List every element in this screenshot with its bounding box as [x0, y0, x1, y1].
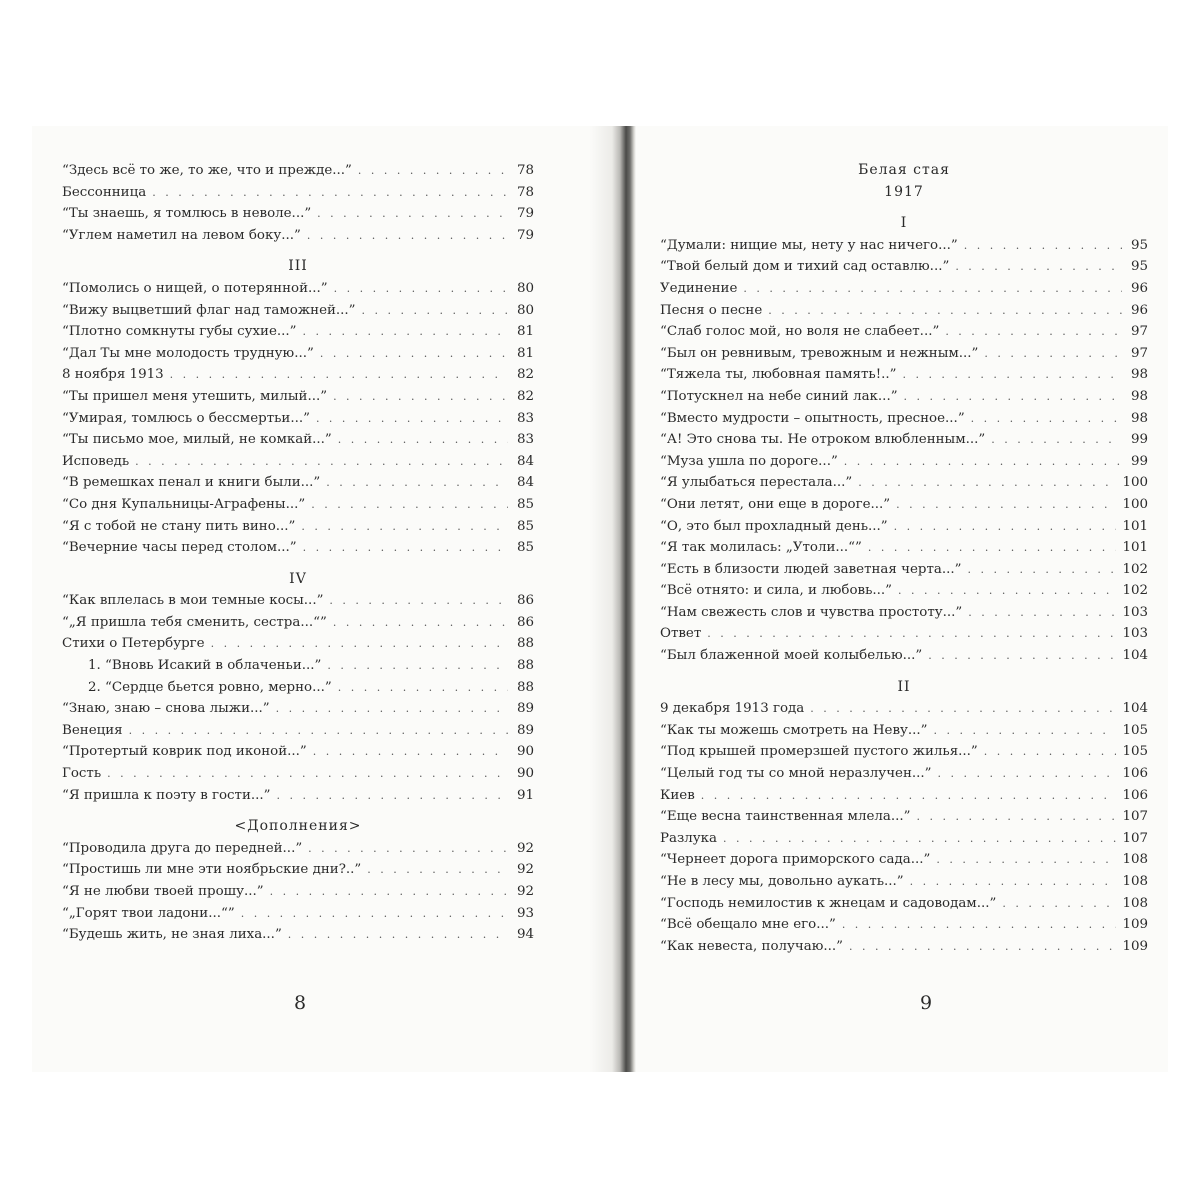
leader-dots	[844, 451, 1122, 473]
toc-entry[interactable]	[62, 720, 534, 742]
entry-page-number: 88	[516, 636, 534, 652]
entry-title: “Потускнел на небе синий лак...”	[660, 388, 898, 404]
entry-title: “Вместо мудрости – опытность, пресное...”	[660, 410, 965, 426]
leader-dots	[842, 914, 1117, 936]
toc-entry[interactable]	[660, 763, 1148, 785]
toc-entry[interactable]	[660, 741, 1148, 763]
entry-title: 2. “Сердце бьется ровно, мерно...”	[88, 679, 332, 695]
leader-dots	[333, 386, 508, 408]
toc-entry[interactable]	[62, 516, 534, 538]
leader-dots	[898, 580, 1116, 602]
entry-page-number: 82	[516, 367, 534, 383]
entry-title: Венеция	[62, 722, 123, 738]
leader-dots	[107, 763, 508, 785]
entry-page-number: 90	[516, 766, 534, 782]
spacer	[62, 246, 534, 256]
leader-dots	[367, 859, 508, 881]
toc-entry[interactable]	[660, 537, 1148, 559]
toc-entry[interactable]	[62, 364, 534, 386]
entry-title: “Был блаженной моей колыбелью...”	[660, 648, 923, 664]
toc-entry[interactable]	[660, 785, 1148, 807]
group-heading: IV	[289, 570, 307, 587]
entry-title: “Будешь жить, не зная лиха...”	[62, 927, 282, 943]
entry-page-number: 82	[516, 388, 534, 404]
leader-dots	[307, 225, 508, 247]
entry-page-number: 83	[516, 410, 534, 426]
group-heading: II	[897, 678, 911, 695]
toc-entry[interactable]	[660, 343, 1148, 365]
toc-entry[interactable]	[660, 494, 1148, 516]
entry-page-number: 106	[1122, 766, 1148, 782]
group-heading: III	[288, 258, 308, 275]
entry-title: Бессонница	[62, 184, 147, 200]
leader-dots	[810, 698, 1116, 720]
entry-title: “Тяжела ты, любовная память!..”	[660, 367, 897, 383]
entry-title: “Ты письмо мое, милый, не комкай...”	[62, 432, 332, 448]
entry-page-number: 99	[1130, 453, 1148, 469]
toc-entry[interactable]	[660, 871, 1148, 893]
entry-page-number: 86	[516, 614, 534, 630]
entry-page-number: 103	[1122, 626, 1148, 642]
entry-page-number: 84	[516, 453, 534, 469]
leader-dots	[327, 655, 508, 677]
entry-page-number: 98	[1130, 410, 1148, 426]
leader-dots	[723, 828, 1116, 850]
entry-page-number: 92	[516, 862, 534, 878]
entry-title: Гость	[62, 766, 102, 782]
toc-entry[interactable]	[62, 881, 534, 903]
entry-page-number: 104	[1122, 648, 1148, 664]
entry-title: “Думали: нищие мы, нету у нас ничего...”	[660, 237, 958, 253]
entry-page-number: 90	[516, 744, 534, 760]
entry-title: Разлука	[660, 830, 718, 846]
entry-page-number: 95	[1130, 259, 1148, 275]
toc-entry[interactable]	[660, 235, 1148, 257]
toc-entry[interactable]	[62, 785, 534, 807]
toc-entry[interactable]	[62, 203, 534, 225]
leader-dots	[311, 494, 508, 516]
leader-dots	[894, 516, 1117, 538]
toc-entry[interactable]	[660, 645, 1148, 667]
entry-title: “В ремешках пенал и книги были...”	[62, 475, 321, 491]
toc-entry[interactable]	[660, 300, 1148, 322]
entry-title: “Твой белый дом и тихий сад оставлю...”	[660, 259, 950, 275]
leader-dots	[934, 720, 1117, 742]
entry-title: “Я так молилась: „Утоли...“”	[660, 540, 862, 556]
entry-page-number: 107	[1122, 809, 1148, 825]
entry-title: “„Я пришла тебя сменить, сестра...“”	[62, 614, 327, 630]
entry-page-number: 78	[516, 163, 534, 178]
toc-entry[interactable]	[62, 859, 534, 881]
entry-title: “Вижу выцветший флаг над таможней...”	[62, 302, 356, 318]
entry-title: 8 ноября 1913	[62, 367, 164, 383]
entry-page-number: 102	[1122, 583, 1148, 599]
entry-page-number: 100	[1122, 475, 1148, 491]
toc-entry[interactable]	[62, 698, 534, 720]
entry-title: “Целый год ты со мной неразлучен...”	[660, 766, 932, 782]
toc-entry[interactable]	[660, 429, 1148, 451]
toc-entry[interactable]	[660, 451, 1148, 473]
toc-entry[interactable]	[62, 451, 534, 473]
toc-entry[interactable]	[62, 655, 534, 677]
toc-entry[interactable]	[62, 182, 534, 204]
entry-page-number: 95	[1130, 237, 1148, 253]
toc-entry[interactable]	[62, 741, 534, 763]
toc-entry[interactable]	[660, 516, 1148, 538]
entry-title: “Господь немилостив к жнецам и садоводам...”	[660, 895, 997, 911]
entry-title: Исповедь	[62, 453, 130, 469]
entry-page-number: 97	[1130, 345, 1148, 361]
leader-dots	[707, 623, 1116, 645]
entry-title: “Помолись о нищей, о потерянной...”	[62, 280, 328, 296]
leader-dots	[129, 720, 508, 742]
entry-page-number: 99	[1130, 432, 1148, 448]
leader-dots	[910, 871, 1117, 893]
entry-title: “Как невеста, получаю...”	[660, 938, 844, 954]
entry-title: “Они летят, они еще в дороге...”	[660, 496, 891, 512]
entry-title: Ответ	[660, 626, 702, 642]
entry-page-number: 92	[516, 884, 534, 899]
book-gutter	[590, 126, 636, 1072]
leader-dots	[211, 633, 508, 655]
entry-title: “Знаю, знаю – снова лыжи...”	[62, 701, 270, 717]
leader-dots	[916, 806, 1116, 828]
entry-title: “Умирая, томлюсь о бессмертьи...”	[62, 410, 310, 426]
entry-page-number: 102	[1122, 561, 1148, 577]
toc-left	[62, 160, 534, 946]
leader-dots	[333, 612, 508, 634]
leader-dots	[955, 256, 1122, 278]
leader-dots	[936, 849, 1116, 871]
entry-page-number: 98	[1130, 388, 1148, 404]
entry-page-number: 96	[1130, 280, 1148, 296]
entry-page-number: 85	[516, 518, 534, 534]
spacer	[660, 203, 1148, 213]
leader-dots	[316, 408, 508, 430]
entry-page-number: 86	[516, 593, 534, 609]
leader-dots	[964, 235, 1122, 257]
entry-title: “Еще весна таинственная млела...”	[660, 809, 911, 825]
entry-title: “Как вплелась в мои темные косы...”	[62, 593, 324, 609]
page-number-left: 8	[293, 992, 307, 1014]
entry-page-number: 81	[516, 345, 534, 361]
leader-dots	[938, 763, 1117, 785]
toc-entry[interactable]	[62, 677, 534, 699]
page-number-right: 9	[919, 992, 933, 1014]
leader-dots	[170, 364, 508, 386]
spacer	[62, 806, 534, 816]
entry-title: Уединение	[660, 280, 738, 296]
toc-entry[interactable]	[62, 472, 534, 494]
entry-title: “Здесь всё то же, то же, что и прежде...”	[62, 163, 352, 178]
toc-entry[interactable]	[660, 472, 1148, 494]
leader-dots	[303, 537, 508, 559]
leader-dots	[928, 645, 1116, 667]
toc-entry[interactable]	[62, 321, 534, 343]
leader-dots	[991, 429, 1122, 451]
toc-entry[interactable]	[660, 602, 1148, 624]
entry-title: “„Горят твои ладони...“”	[62, 905, 235, 921]
entry-title: Стихи о Петербурге	[62, 636, 205, 652]
entry-title: 9 декабря 1913 года	[660, 701, 805, 717]
toc-entry[interactable]	[660, 914, 1148, 936]
leader-dots	[338, 429, 508, 451]
entry-page-number: 103	[1122, 604, 1148, 620]
toc-entry[interactable]	[62, 494, 534, 516]
group-heading: <Дополнения>	[234, 818, 362, 835]
leader-dots	[301, 516, 508, 538]
toc-entry[interactable]	[660, 893, 1148, 915]
leader-dots	[896, 494, 1116, 516]
leader-dots	[849, 936, 1116, 958]
entry-title: “Я не любви твоей прошу...”	[62, 884, 264, 899]
entry-title: “Слаб голос мой, но воля не слабеет...”	[660, 324, 940, 340]
entry-title: “Проводила друга до передней...”	[62, 840, 303, 856]
toc-entry[interactable]	[62, 590, 534, 612]
entry-title: “Всё обещало мне его...”	[660, 917, 836, 933]
toc-entry[interactable]	[62, 633, 534, 655]
leader-dots	[358, 160, 508, 182]
toc-entry[interactable]	[62, 537, 534, 559]
leader-dots	[270, 881, 508, 903]
entry-title: “Всё отнято: и сила, и любовь...”	[660, 583, 892, 599]
toc-entry[interactable]	[660, 623, 1148, 645]
entry-title: “Я улыбаться перестала...”	[660, 475, 853, 491]
leader-dots	[743, 278, 1122, 300]
left-page	[32, 126, 590, 1072]
toc-entry[interactable]	[62, 408, 534, 430]
leader-dots	[313, 741, 508, 763]
leader-dots	[302, 321, 508, 343]
entry-page-number: 79	[516, 206, 534, 222]
entry-page-number: 105	[1122, 744, 1148, 760]
entry-title: “Со дня Купальницы-Аграфены...”	[62, 496, 306, 512]
leader-dots	[317, 203, 508, 225]
toc-entry[interactable]	[62, 763, 534, 785]
leader-dots	[329, 590, 508, 612]
entry-page-number: 81	[516, 324, 534, 340]
entry-page-number: 106	[1122, 787, 1148, 803]
toc-entry[interactable]	[660, 720, 1148, 742]
entry-page-number: 85	[516, 540, 534, 556]
spacer	[62, 559, 534, 569]
entry-title: “Муза ушла по дороге...”	[660, 453, 838, 469]
entry-page-number: 98	[1130, 367, 1148, 383]
leader-dots	[277, 785, 508, 807]
book-spread	[32, 126, 1168, 1072]
leader-dots	[968, 602, 1116, 624]
entry-page-number: 91	[516, 787, 534, 803]
leader-dots	[326, 472, 508, 494]
leader-dots	[135, 451, 508, 473]
entry-page-number: 88	[516, 658, 534, 674]
entry-title: “А! Это снова ты. Не отроком влюбленным...”	[660, 432, 986, 448]
leader-dots	[868, 537, 1117, 559]
toc-entry[interactable]	[660, 256, 1148, 278]
toc-entry[interactable]	[660, 936, 1148, 958]
leader-dots	[334, 278, 508, 300]
section-year: 1917	[884, 183, 924, 200]
entry-page-number: 96	[1130, 302, 1148, 318]
leader-dots	[152, 182, 508, 204]
toc-entry[interactable]	[62, 924, 534, 946]
entry-page-number: 94	[516, 927, 534, 943]
leader-dots	[971, 408, 1122, 430]
entry-title: “Ты знаешь, я томлюсь в неволе...”	[62, 206, 312, 222]
entry-title: “Дал Ты мне молодость трудную...”	[62, 345, 314, 361]
toc-entry[interactable]	[62, 278, 534, 300]
toc-entry[interactable]	[660, 364, 1148, 386]
leader-dots	[362, 300, 508, 322]
toc-entry[interactable]	[62, 612, 534, 634]
entry-page-number: 92	[516, 840, 534, 856]
entry-page-number: 85	[516, 496, 534, 512]
toc-entry[interactable]	[62, 429, 534, 451]
entry-page-number: 108	[1122, 895, 1148, 911]
entry-title: “Я пришла к поэту в гости...”	[62, 787, 271, 803]
toc-entry[interactable]	[62, 300, 534, 322]
entry-page-number: 78	[516, 184, 534, 200]
section-title: Белая стая	[858, 162, 950, 178]
leader-dots	[241, 903, 508, 925]
leader-dots	[320, 343, 508, 365]
entry-page-number: 108	[1122, 852, 1148, 868]
right-page	[636, 126, 1168, 1072]
toc-entry[interactable]	[660, 559, 1148, 581]
entry-page-number: 89	[516, 701, 534, 717]
entry-title: “Чернеет дорога приморского сада...”	[660, 852, 931, 868]
toc-entry[interactable]	[660, 698, 1148, 720]
spacer	[660, 667, 1148, 677]
toc-entry[interactable]	[62, 838, 534, 860]
entry-title: “Как ты можешь смотреть на Неву...”	[660, 722, 928, 738]
toc-entry[interactable]	[62, 160, 534, 182]
toc-entry[interactable]	[660, 806, 1148, 828]
toc-right	[660, 160, 1148, 957]
entry-page-number: 107	[1122, 830, 1148, 846]
entry-title: “Вечерние часы перед столом...”	[62, 540, 297, 556]
entry-page-number: 79	[516, 227, 534, 243]
leader-dots	[904, 386, 1122, 408]
toc-entry[interactable]	[62, 225, 534, 247]
leader-dots	[984, 741, 1117, 763]
entry-page-number: 100	[1122, 496, 1148, 512]
entry-page-number: 108	[1122, 874, 1148, 889]
entry-page-number: 89	[516, 722, 534, 738]
entry-page-number: 80	[516, 280, 534, 296]
entry-title: Песня о песне	[660, 302, 763, 318]
entry-page-number: 109	[1122, 917, 1148, 933]
group-heading: I	[900, 215, 908, 232]
leader-dots	[276, 698, 508, 720]
entry-page-number: 104	[1122, 701, 1148, 717]
toc-entry[interactable]	[660, 321, 1148, 343]
leader-dots	[858, 472, 1116, 494]
toc-entry[interactable]	[660, 408, 1148, 430]
leader-dots	[902, 364, 1122, 386]
leader-dots	[338, 677, 508, 699]
leader-dots	[701, 785, 1117, 807]
entry-title: “Под крышей промерзшей пустого жилья...”	[660, 744, 978, 760]
entry-title: “О, это был прохладный день...”	[660, 518, 888, 534]
toc-entry[interactable]	[660, 278, 1148, 300]
entry-page-number: 88	[516, 679, 534, 695]
leader-dots	[967, 559, 1116, 581]
entry-page-number: 80	[516, 302, 534, 318]
toc-entry[interactable]	[660, 849, 1148, 871]
leader-dots	[984, 343, 1122, 365]
toc-entry[interactable]	[660, 386, 1148, 408]
entry-page-number: 83	[516, 432, 534, 448]
toc-entry[interactable]	[62, 903, 534, 925]
entry-page-number: 101	[1122, 518, 1148, 534]
leader-dots	[288, 924, 508, 946]
toc-entry[interactable]	[660, 580, 1148, 602]
entry-page-number: 105	[1122, 722, 1148, 738]
entry-title: “Я с тобой не стану пить вино...”	[62, 518, 296, 534]
toc-entry[interactable]	[660, 828, 1148, 850]
entry-page-number: 97	[1130, 324, 1148, 340]
leader-dots	[945, 321, 1122, 343]
entry-title: “Не в лесу мы, довольно аукать...”	[660, 874, 904, 889]
entry-page-number: 101	[1122, 540, 1148, 556]
leader-dots	[308, 838, 508, 860]
entry-title: 1. “Вновь Исакий в облаченьи...”	[88, 658, 322, 674]
leader-dots	[768, 300, 1122, 322]
entry-page-number: 109	[1122, 938, 1148, 954]
entry-title: “Простишь ли мне эти ноябрьские дни?..”	[62, 862, 362, 878]
toc-entry[interactable]	[62, 386, 534, 408]
entry-title: “Был он ревнивым, тревожным и нежным...”	[660, 345, 979, 361]
entry-title: “Нам свежесть слов и чувства простоту...”	[660, 604, 963, 620]
entry-title: “Ты пришел меня утешить, милый...”	[62, 388, 328, 404]
toc-entry[interactable]	[62, 343, 534, 365]
entry-title: “Углем наметил на левом боку...”	[62, 227, 301, 243]
entry-title: Киев	[660, 787, 695, 803]
entry-title: “Плотно сомкнуты губы сухие...”	[62, 324, 297, 340]
leader-dots	[1002, 893, 1116, 915]
entry-page-number: 93	[516, 905, 534, 921]
entry-page-number: 84	[516, 475, 534, 491]
entry-title: “Протертый коврик под иконой...”	[62, 744, 307, 760]
entry-title: “Есть в близости людей заветная черта...”	[660, 561, 962, 577]
